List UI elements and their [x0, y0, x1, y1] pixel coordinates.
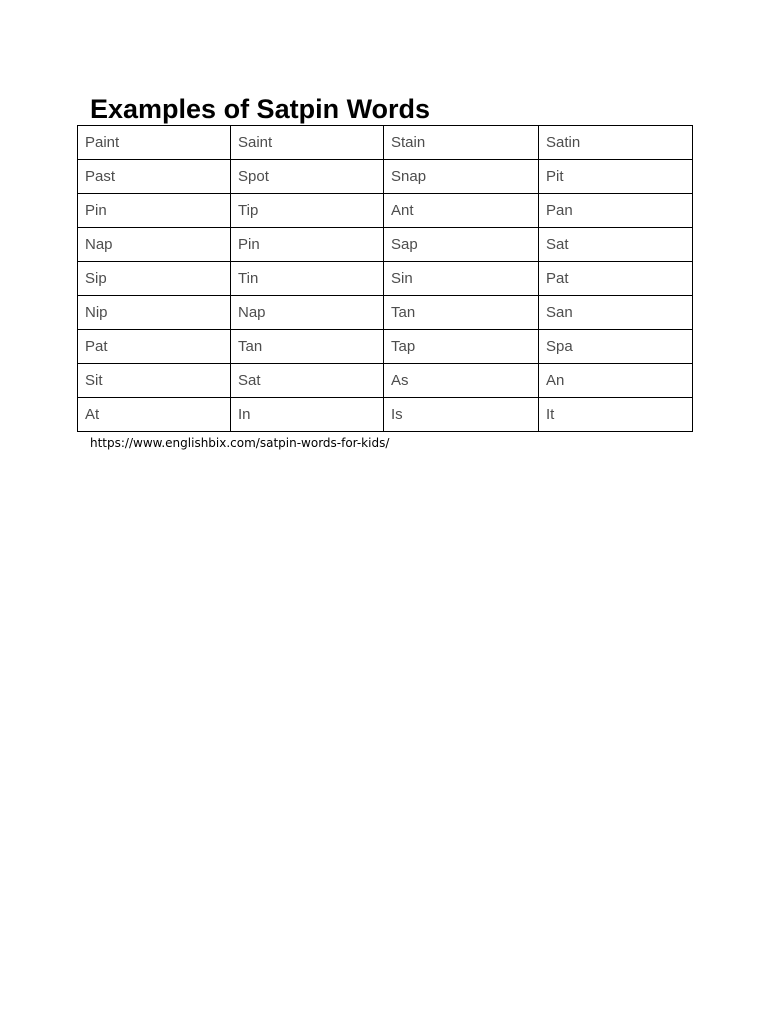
- table-cell: Saint: [231, 126, 384, 160]
- table-cell: An: [539, 364, 693, 398]
- table-cell: Tap: [384, 330, 539, 364]
- table-cell: Pin: [231, 228, 384, 262]
- table-row: [78, 296, 693, 330]
- table-cell: Sip: [78, 262, 231, 296]
- table-cell: At: [78, 398, 231, 432]
- table-cell: Paint: [78, 126, 231, 160]
- table-cell: Sat: [231, 364, 384, 398]
- table-row: [78, 228, 693, 262]
- table-cell: Pin: [78, 194, 231, 228]
- table-cell: Stain: [384, 126, 539, 160]
- table-cell: Is: [384, 398, 539, 432]
- table-cell: Nip: [78, 296, 231, 330]
- table-row: [78, 398, 693, 432]
- table-cell: It: [539, 398, 693, 432]
- table-cell: As: [384, 364, 539, 398]
- source-url: https://www.englishbix.com/satpin-words-for-kids/: [90, 436, 390, 450]
- table-cell: Ant: [384, 194, 539, 228]
- table-row: [78, 194, 693, 228]
- table-cell: Tan: [384, 296, 539, 330]
- table-cell: San: [539, 296, 693, 330]
- table-cell: Spa: [539, 330, 693, 364]
- table-cell: Spot: [231, 160, 384, 194]
- table-cell: Sap: [384, 228, 539, 262]
- table-cell: Tan: [231, 330, 384, 364]
- table-cell: Pit: [539, 160, 693, 194]
- table-row: [78, 160, 693, 194]
- table-cell: Sin: [384, 262, 539, 296]
- table-row: [78, 330, 693, 364]
- table-cell: Snap: [384, 160, 539, 194]
- table-row: [78, 126, 693, 160]
- table-cell: Sat: [539, 228, 693, 262]
- table-cell: Nap: [231, 296, 384, 330]
- table-row: [78, 364, 693, 398]
- table-cell: Sit: [78, 364, 231, 398]
- page-title: Examples of Satpin Words: [90, 94, 431, 124]
- table-cell: In: [231, 398, 384, 432]
- table-cell: Tip: [231, 194, 384, 228]
- table-cell: Tin: [231, 262, 384, 296]
- table-row: [78, 262, 693, 296]
- table-cell: Pat: [78, 330, 231, 364]
- table-cell: Satin: [539, 126, 693, 160]
- satpin-words-table: [77, 125, 693, 432]
- table-cell: Pan: [539, 194, 693, 228]
- table-cell: Nap: [78, 228, 231, 262]
- table-cell: Pat: [539, 262, 693, 296]
- table-cell: Past: [78, 160, 231, 194]
